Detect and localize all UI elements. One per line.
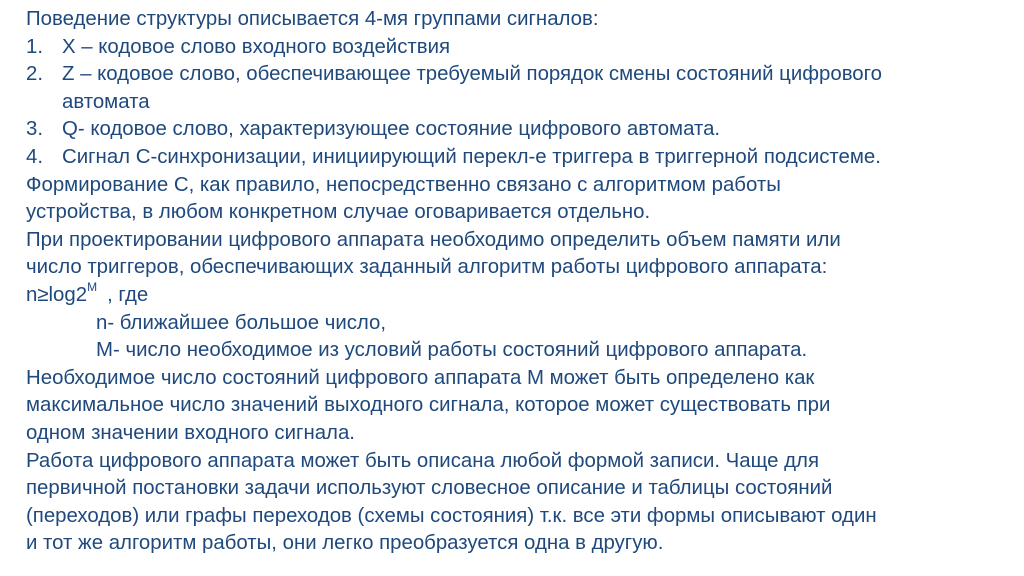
design-paragraph-line-2: число триггеров, обеспечивающих заданный алгоритм работы цифрового аппарата: — [26, 256, 828, 279]
formula-base: n≥log2 — [26, 283, 88, 306]
states-paragraph-line-3: одном значении входного сигнала. — [26, 421, 355, 444]
states-paragraph-line-2: максимальное число значений выходного сигнала, которое может существовать при — [26, 394, 831, 417]
list-number: 4. — [26, 145, 44, 168]
design-paragraph-line-1: При проектировании цифрового аппарата необходимо определить объем памяти или — [26, 228, 841, 251]
formation-paragraph-line-2: устройства, в любом конкретном случае оговаривается отдельно. — [26, 201, 651, 224]
list-number: 1. — [26, 35, 44, 58]
work-paragraph-line-2: первичной постановки задачи используют словесное описание и таблицы состояний — [26, 477, 833, 500]
work-paragraph-line-3: (переходов) или графы переходов (схемы состояния) т.к. все эти формы описывают один — [26, 504, 877, 527]
list-item-1 — [26, 34, 1018, 62]
list-item-text: Z – кодовое слово, обеспечивающее требуемый порядок смены состояний цифрового — [62, 63, 882, 86]
formula-superscript: M — [87, 280, 98, 295]
slide-body-text — [26, 6, 1018, 558]
list-number: 2. — [26, 63, 44, 86]
formation-paragraph-line-1: Формирование С, как правило, непосредственно связано с алгоритмом работы — [26, 173, 781, 196]
formula-line — [26, 282, 1018, 310]
list-item-text: Q- кодовое слово, характеризующее состояние цифрового автомата. — [62, 118, 721, 141]
list-item-3 — [26, 116, 1018, 144]
list-item-text: Сигнал С-синхронизации, инициирующий перекл-е триггера в триггерной подсистеме. — [62, 145, 881, 168]
intro-line: Поведение структуры описывается 4-мя группами сигналов: — [26, 8, 599, 30]
work-paragraph-line-4: и тот же алгоритм работы, они легко преобразуется одна в другую. — [26, 532, 664, 555]
list-number: 3. — [26, 118, 44, 141]
list-item-2 — [26, 61, 1018, 116]
states-paragraph-line-1: Необходимое число состояний цифрового аппарата M может быть определено как — [26, 366, 815, 389]
list-item-text-continued: автомата — [62, 90, 150, 113]
definition-m: M- число необходимое из условий работы состояний цифрового аппарата. — [96, 339, 808, 362]
list-item-4 — [26, 144, 1018, 172]
work-paragraph-line-1: Работа цифрового аппарата может быть описана любой формой записи. Чаще для — [26, 449, 819, 472]
list-item-text: X – кодовое слово входного воздействия — [62, 35, 450, 58]
definition-n: n- ближайшее большое число, — [96, 311, 387, 334]
formula-suffix: , где — [107, 283, 149, 306]
